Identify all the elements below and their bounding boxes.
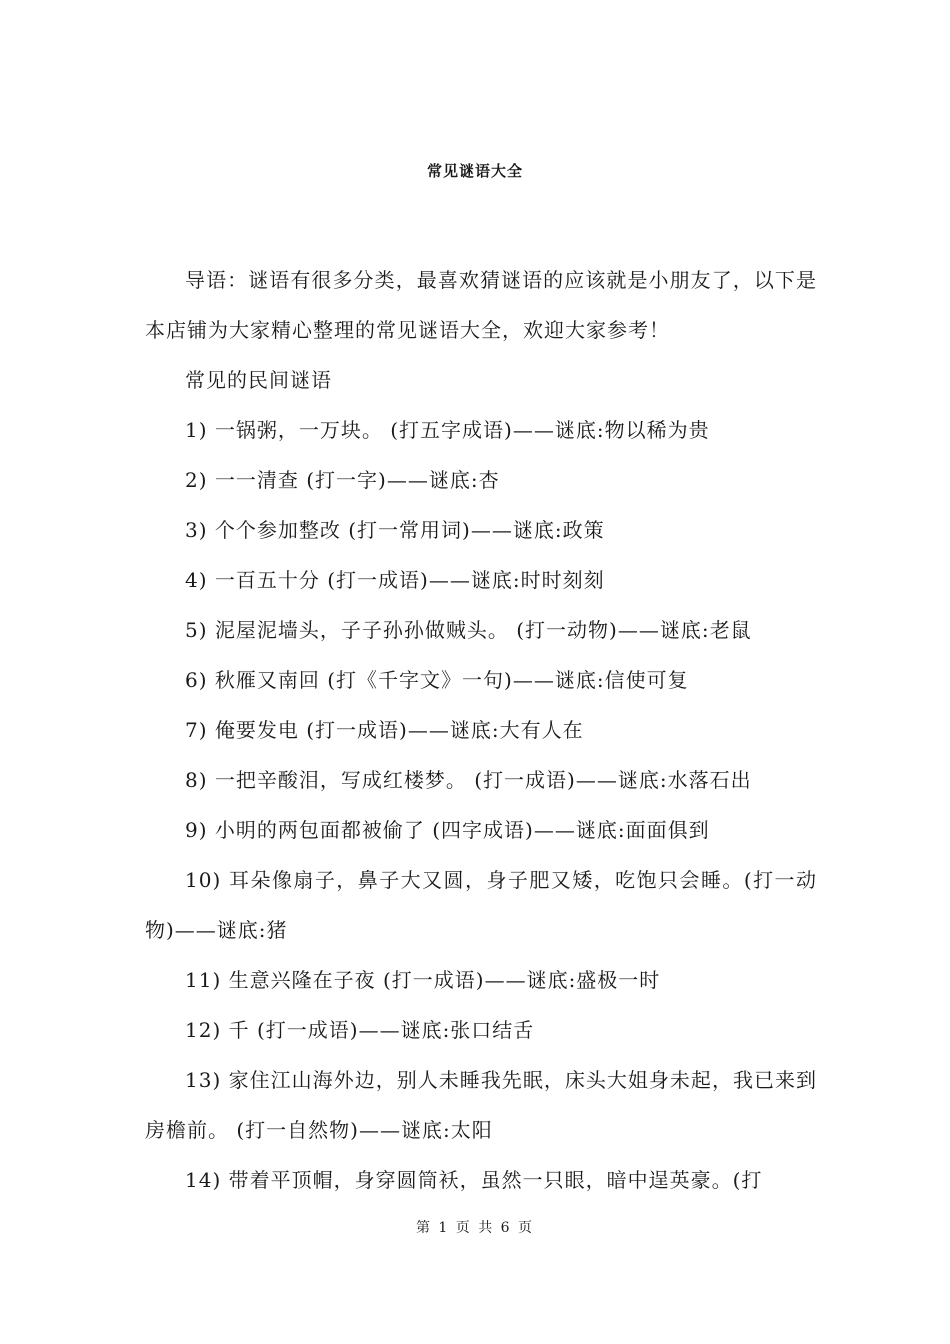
document-title: 常见谜语大全 bbox=[426, 162, 523, 180]
riddle-item: 7) 俺要发电 (打一成语)——谜底:大有人在 bbox=[185, 718, 584, 742]
page-footer: 第 1 页 共 6 页 bbox=[415, 1220, 535, 1236]
riddle-item: 12) 千 (打一成语)——谜底:张口结舌 bbox=[185, 1018, 535, 1042]
riddle-item: 11) 生意兴隆在子夜 (打一成语)——谜底:盛极一时 bbox=[185, 968, 661, 992]
riddle-item: 1) 一锅粥，一万块。 (打五字成语)——谜底:物以稀为贵 bbox=[185, 418, 710, 442]
riddle-item: 3) 个个参加整改 (打一常用词)——谜底:政策 bbox=[185, 518, 605, 542]
riddle-item: 10) 耳朵像扇子，鼻子大又圆，身子肥又矮，吃饱只会睡。(打一动物)——谜底:猪 bbox=[145, 868, 817, 942]
riddle-item: 4) 一百五十分 (打一成语)——谜底:时时刻刻 bbox=[185, 568, 605, 592]
riddle-item: 5) 泥屋泥墙头，子子孙孙做贼头。 (打一动物)——谜底:老鼠 bbox=[185, 618, 752, 642]
riddle-item: 14) 带着平顶帽，身穿圆筒袄，虽然一只眼，暗中逞英豪。(打 bbox=[185, 1168, 763, 1192]
intro-paragraph: 导语：谜语有很多分类，最喜欢猜谜语的应该就是小朋友了，以下是本店铺为大家精心整理的常见谜语大全，欢迎大家参考！ bbox=[145, 268, 817, 342]
section-heading: 常见的民间谜语 bbox=[185, 368, 332, 392]
riddle-item: 8) 一把辛酸泪，写成红楼梦。 (打一成语)——谜底:水落石出 bbox=[185, 768, 752, 792]
riddle-item: 6) 秋雁又南回 (打《千字文》一句)——谜底:信使可复 bbox=[185, 668, 689, 692]
riddle-item: 13) 家住江山海外边，别人未睡我先眠，床头大姐身未起，我已来到房檐前。 (打一自然物)——谜底:太阳 bbox=[145, 1068, 817, 1142]
document-body bbox=[145, 255, 817, 1205]
riddle-item: 2) 一一清查 (打一字)——谜底:杏 bbox=[185, 468, 500, 492]
riddle-item: 9) 小明的两包面都被偷了 (四字成语)——谜底:面面俱到 bbox=[185, 818, 710, 842]
